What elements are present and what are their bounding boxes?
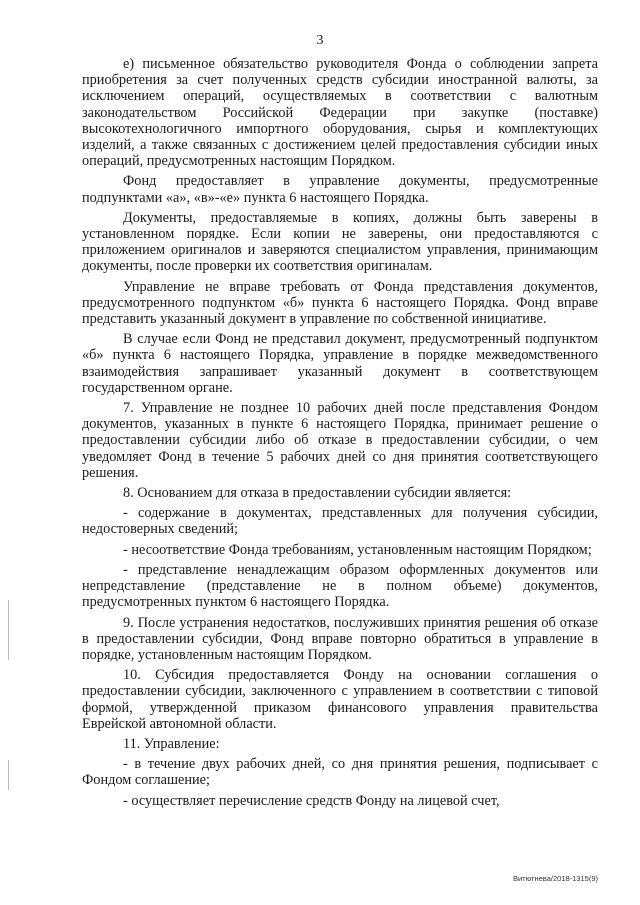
list-item: - представление ненадлежащим образом оформленных документов или непредставление (представление не в полном объеме) документов, предусмотренных пунктом 6 настоящего Порядка. [82, 561, 598, 611]
list-item: - содержание в документах, представленных для получения субсидии, недостоверных сведений; [82, 505, 598, 538]
paragraph: е) письменное обязательство руководителя Фонда о соблюдении запрета приобретения за счет полученных средств субсидии иностранной валюты, за исключением операций, осуществляемых в соответствии с валютным законодательством Российской Федерации при закупке (поставке) высокотехнологичного импортного оборудования, сырья и комплектующих изделий, а также связанных с достижением целей предоставления субсидии иных операций, предусмотренных настоящим Порядком. [82, 56, 598, 170]
paragraph: 10. Субсидия предоставляется Фонду на основании соглашения о предоставлении субсидии, заключенного с управлением в соответствии с типовой формой, утвержденной приказом финансового управления правительства Еврейской автономной области. [82, 667, 598, 732]
paragraph: Фонд предоставляет в управление документы, предусмотренные подпунктами «а», «в»-«е» пункта 6 настоящего Порядка. [82, 173, 598, 206]
paragraph: 8. Основанием для отказа в предоставлении субсидии является: [123, 485, 512, 502]
page-number: 3 [316, 33, 324, 48]
document-code: Витютнева/2018-1315(9) [512, 874, 598, 883]
list-item: - осуществляет перечисление средств Фонду на лицевой счет, [123, 792, 500, 809]
scan-artifact-line [8, 600, 9, 660]
list-item: - в течение двух рабочих дней, со дня принятия решения, подписывает с Фондом соглашение; [82, 756, 598, 789]
paragraph: 7. Управление не позднее 10 рабочих дней после представления Фондом документов, указанных в пункте 6 настоящего Порядка, принимает решение о предоставлении субсидии либо об отказе в предоставлении субсидии, о чем уведомляет Фонд в течение 5 рабочих дней со дня принятия соответствующего решения. [82, 400, 598, 481]
paragraph: 11. Управление: [123, 735, 220, 752]
paragraph: Документы, предоставляемые в копиях, должны быть заверены в установленном порядке. Если копии не заверены, они предоставляются с приложением оригиналов и заверяются специалистом управления, принимающим документы, после проверки их соответствия оригиналам. [82, 209, 598, 275]
paragraph: В случае если Фонд не представил документ, предусмотренный подпунктом «б» пункта 6 настоящего Порядка, управление в порядке межведомственного взаимодействия запрашивает указанный документ в соответствующем государственном органе. [82, 331, 598, 396]
paragraph: 9. После устранения недостатков, послуживших принятия решения об отказе в предоставлении субсидии, Фонд вправе повторно обратиться в управление в порядке, установленным настоящим Порядком. [82, 614, 598, 663]
document-body [82, 56, 598, 813]
scan-artifact-line [8, 760, 9, 790]
paragraph: Управление не вправе требовать от Фонда представления документов, предусмотренного подпунктом «б» пункта 6 настоящего Порядка. Фонд вправе представить указанный документ в управление по собственной инициативе. [82, 278, 598, 328]
list-item: - несоответствие Фонда требованиям, установленным настоящим Порядком; [123, 541, 592, 558]
